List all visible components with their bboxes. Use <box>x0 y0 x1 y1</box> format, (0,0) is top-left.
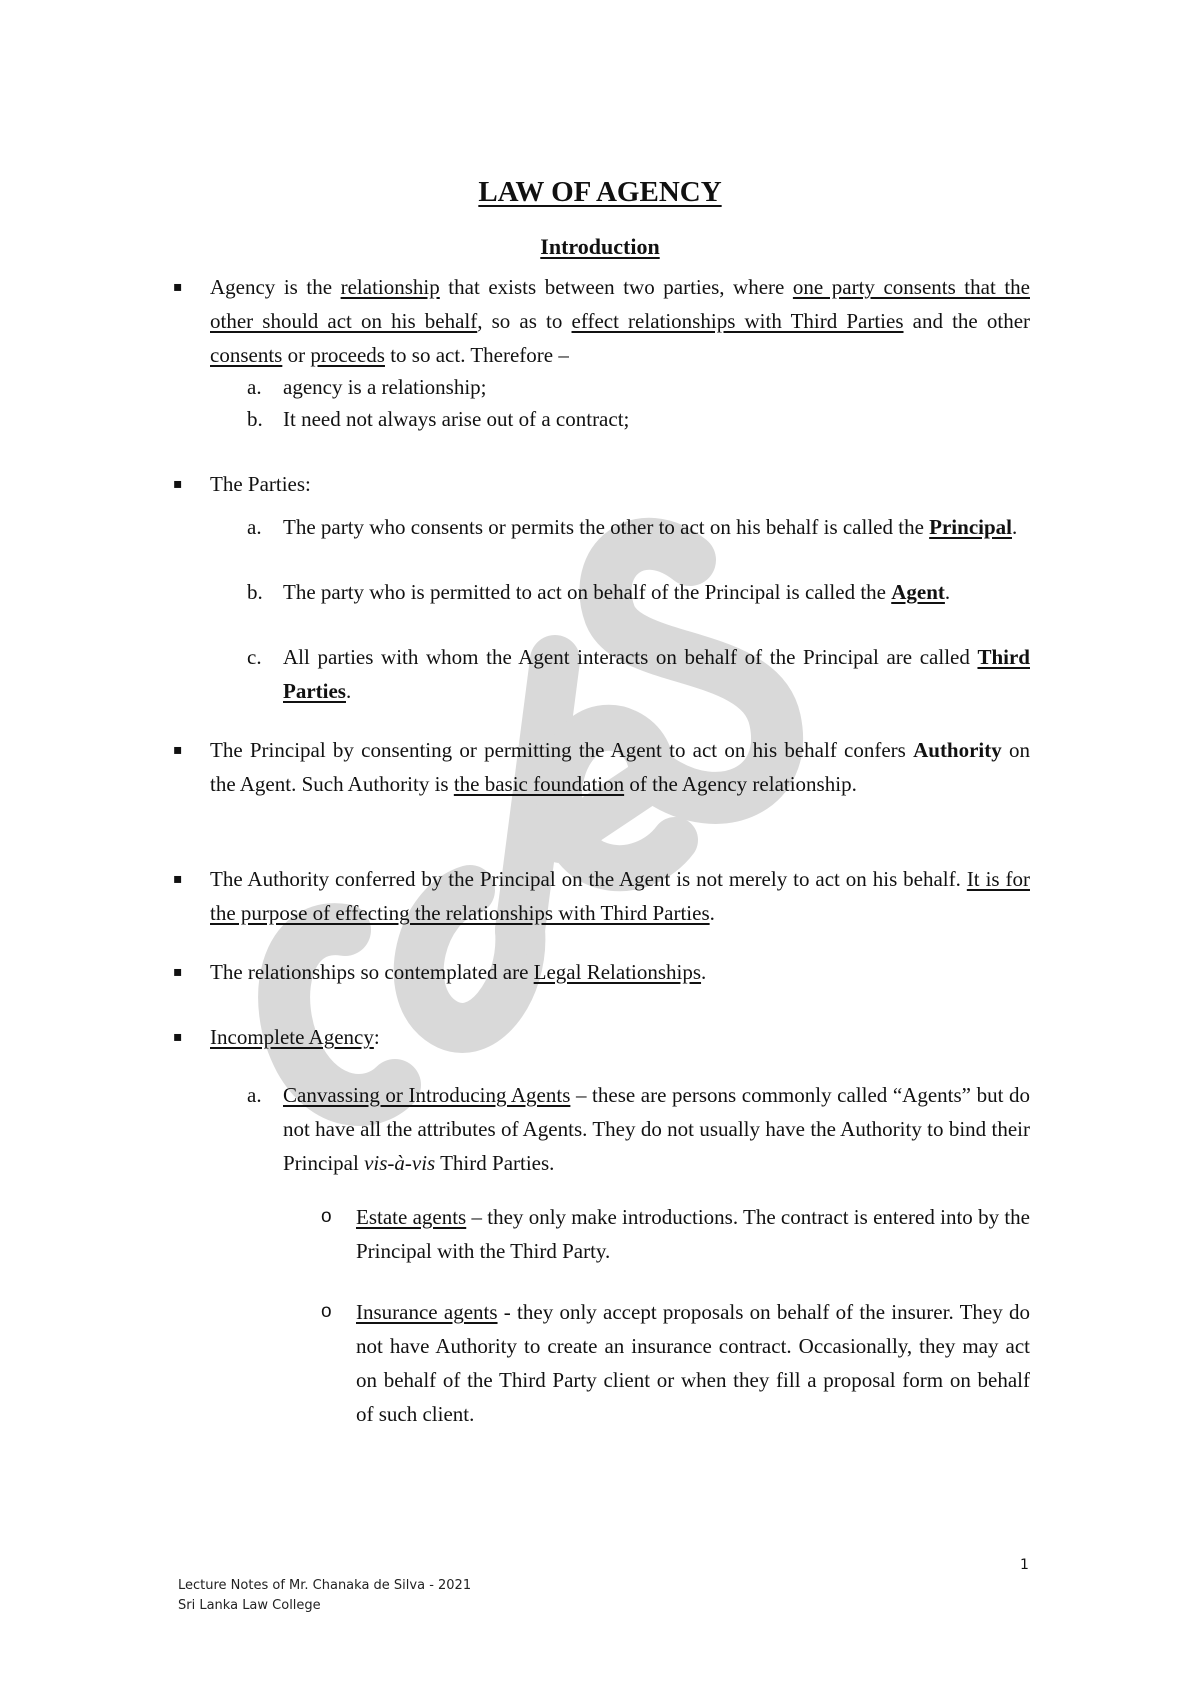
underlined-term: Canvassing or Introducing Agents <box>283 1083 571 1107</box>
underlined-term: It is for the purpose of effecting the relationships with Third Parties <box>210 867 1030 925</box>
text-run: . <box>345 679 352 703</box>
text-run: to so act. Therefore – <box>384 343 569 367</box>
text-run: The party who is permitted to act on behalf of the Principal is called the <box>283 580 892 604</box>
text-run: or <box>282 343 311 367</box>
footer-author: Lecture Notes of Mr. Chanaka de Silva - 2021 <box>178 1578 472 1593</box>
underlined-term: Incomplete Agency <box>210 1025 374 1049</box>
bullet-marker: ▪ <box>173 1029 183 1045</box>
list-marker: a. <box>247 515 262 539</box>
list-marker: a. <box>247 1083 262 1107</box>
list-item-canvassing-agents <box>283 1078 1030 1180</box>
underlined-term: consents <box>210 343 283 367</box>
list-item: agency is a relationship; <box>283 375 487 399</box>
text-run: : <box>373 1025 380 1049</box>
list-marker: c. <box>247 645 262 669</box>
text-run: of the Agency relationship. <box>624 772 857 796</box>
bullet-marker: ▪ <box>173 279 183 295</box>
text-run: , so as to <box>477 309 572 333</box>
paragraph-parties: The Parties: <box>210 472 311 496</box>
list-item-insurance-agents <box>356 1295 1030 1431</box>
defined-term: Third Parties <box>283 645 1030 703</box>
bold-term: Authority <box>913 738 1002 762</box>
text-run: that exists between two parties, where <box>439 275 793 299</box>
underlined-term: one party consents that the other should act on his behalf <box>210 275 1030 333</box>
footer-institution: Sri Lanka Law College <box>178 1598 321 1613</box>
paragraph-authority <box>210 733 1030 801</box>
text-run: - they only accept proposals on behalf of the insurer. They do not have Authority to create an insurance contract. Occasionally, they may act on behalf of the Third Party client or when they fill a proposal form on behalf of such client. <box>356 1300 1030 1426</box>
page-title: LAW OF AGENCY <box>478 176 722 208</box>
text-run: – these are persons commonly called “Agents” but do not have all the attributes of Agents. They do not usually have the Authority to bind their Principal <box>283 1083 1030 1175</box>
list-item-agent <box>283 575 1030 609</box>
text-run: Third Parties. <box>435 1151 555 1175</box>
text-run: . <box>1012 515 1018 539</box>
underlined-term: effect relationships with Third Parties <box>571 309 904 333</box>
text-run: The Authority conferred by the Principal on the Agent is not merely to act on his behalf. <box>210 867 967 891</box>
paragraph-purpose <box>210 862 1030 930</box>
underlined-term: Legal Relationships <box>533 960 702 984</box>
list-marker: a. <box>247 375 262 399</box>
section-heading: Introduction <box>540 234 660 259</box>
underlined-term: Estate agents <box>356 1205 467 1229</box>
underlined-term: proceeds <box>310 343 385 367</box>
text-run: . <box>944 580 951 604</box>
paragraph-definition <box>210 270 1030 372</box>
text-run: The Principal by consenting or permitting the Agent to act on his behalf confers <box>210 738 914 762</box>
paragraph-legal-relationships <box>210 955 1030 989</box>
bullet-marker: ▪ <box>173 871 183 887</box>
bullet-marker: ▪ <box>173 476 183 492</box>
defined-term: Principal <box>929 515 1012 539</box>
text-run: The relationships so contemplated are <box>210 960 534 984</box>
text-run: and the other <box>903 309 1031 333</box>
sub-list-marker: o <box>321 1301 332 1322</box>
underlined-term: relationship <box>340 275 440 299</box>
list-item-estate-agents <box>356 1200 1030 1268</box>
text-run: – they only make introductions. The contract is entered into by the Principal with the Third Party. <box>356 1205 1030 1263</box>
defined-term: Agent <box>891 580 945 604</box>
text-run: The party who consents or permits the other to act on his behalf is called the <box>283 515 930 539</box>
page-number: 1 <box>1020 1557 1029 1573</box>
text-run: Agency is the <box>210 275 341 299</box>
text-run: . <box>701 960 707 984</box>
text-run: on the Agent. Such Authority is <box>210 738 1030 796</box>
bullet-marker: ▪ <box>173 964 183 980</box>
italic-term: vis-à-vis <box>364 1151 436 1175</box>
text-run: . <box>709 901 715 925</box>
list-item-third-parties <box>283 640 1030 708</box>
text-run: All parties with whom the Agent interacts on behalf of the Principal are called <box>283 645 978 669</box>
list-marker: b. <box>247 407 263 431</box>
paragraph-incomplete-agency <box>210 1020 1030 1054</box>
list-marker: b. <box>247 580 263 604</box>
underlined-term: the basic foundation <box>453 772 625 796</box>
bullet-marker: ▪ <box>173 742 183 758</box>
underlined-term: Insurance agents <box>356 1300 498 1324</box>
list-item: It need not always arise out of a contract; <box>283 407 630 431</box>
list-item-principal <box>283 510 1030 544</box>
sub-list-marker: o <box>321 1206 332 1227</box>
